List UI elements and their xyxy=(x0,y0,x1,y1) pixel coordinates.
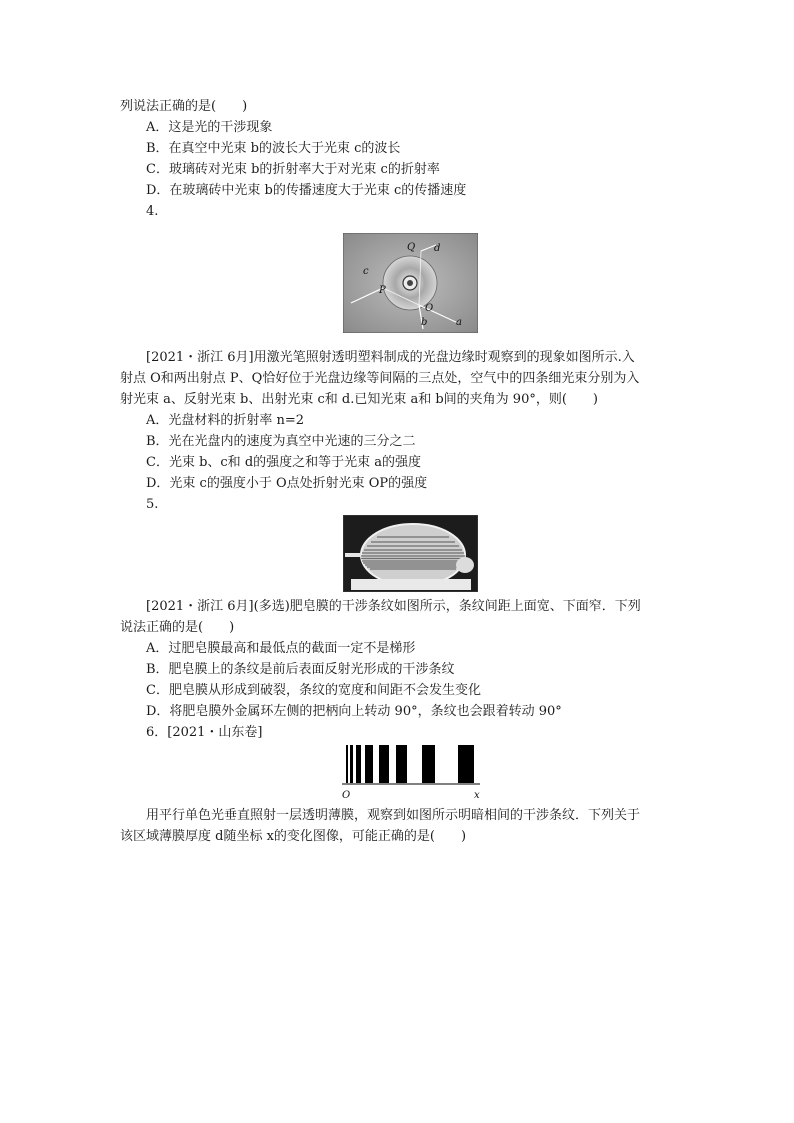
q4-option-d: D．光束 c的强度小于 O点处折射光束 OP的强度 xyxy=(146,476,428,491)
q4-label-d: d xyxy=(434,243,441,254)
q3-option-c: C．玻璃砖对光束 b的折射率大于对光束 c的折射率 xyxy=(146,162,440,177)
q6-stem-line-1: 用平行单色光垂直照射一层透明薄膜，观察到如图所示明暗相间的干涉条纹．下列关于 xyxy=(146,808,641,823)
q3-option-d: D．在玻璃砖中光束 b的传播速度大于光束 c的传播速度 xyxy=(146,183,467,198)
q6-origin-label: O xyxy=(342,790,351,801)
q4-stem-line-3: 射光束 a、反射光束 b、出射光束 c和 d.已知光束 a和 b间的夹角为 90°，则( ) xyxy=(120,392,598,407)
q5-option-a: A．过肥皂膜最高和最低点的截面一定不是梯形 xyxy=(146,641,416,656)
q5-number: 5. xyxy=(146,497,159,512)
q4-option-a: A．光盘材料的折射率 n=2 xyxy=(146,413,305,428)
q4-label-o: O xyxy=(425,303,434,314)
q5-option-d: D．将肥皂膜外金属环左侧的把柄向上转动 90°，条纹也会跟着转动 90° xyxy=(146,704,562,719)
q6-fringe-figure xyxy=(338,742,488,802)
q4-label-q: Q xyxy=(407,242,416,253)
q5-stem-line-1: [2021・浙江 6月](多选)肥皂膜的干涉条纹如图所示，条纹间距上面宽、下面窄．下列 xyxy=(146,599,641,614)
q4-label-b: b xyxy=(421,317,428,328)
q4-stem-line-1: [2021・浙江 6月]用激光笔照射透明塑料制成的光盘边缘时观察到的现象如图所示.入 xyxy=(146,350,635,365)
q4-label-a: a xyxy=(456,317,462,328)
q4-label-c: c xyxy=(363,266,369,277)
q3-stem-tail: 列说法正确的是( ) xyxy=(120,99,248,114)
q5-soap-film-photo xyxy=(343,515,478,592)
q3-option-a: A．这是光的干涉现象 xyxy=(146,120,273,135)
q6-axis-label: x xyxy=(474,790,480,801)
q4-option-c: C．光束 b、c和 d的强度之和等于光束 a的强度 xyxy=(146,455,422,470)
q6-header: 6．[2021・山东卷] xyxy=(146,725,263,740)
q4-stem-line-2: 射点 O和两出射点 P、Q恰好位于光盘边缘等间隔的三点处，空气中的四条细光束分别为入 xyxy=(120,371,640,386)
q5-option-b: B．肥皂膜上的条纹是前后表面反射光形成的干涉条纹 xyxy=(146,662,455,677)
q4-number: 4. xyxy=(146,204,159,219)
q4-option-b: B．光在光盘内的速度为真空中光速的三分之二 xyxy=(146,434,416,449)
q5-stem-line-2: 说法正确的是( ) xyxy=(120,620,235,635)
q4-disc-figure xyxy=(343,233,478,333)
q4-label-p: P xyxy=(379,285,386,296)
q5-option-c: C．肥皂膜从形成到破裂，条纹的宽度和间距不会发生变化 xyxy=(146,683,481,698)
q3-option-b: B．在真空中光束 b的波长大于光束 c的波长 xyxy=(146,141,401,156)
q6-stem-line-2: 该区域薄膜厚度 d随坐标 x的变化图像，可能正确的是( ) xyxy=(120,829,467,844)
